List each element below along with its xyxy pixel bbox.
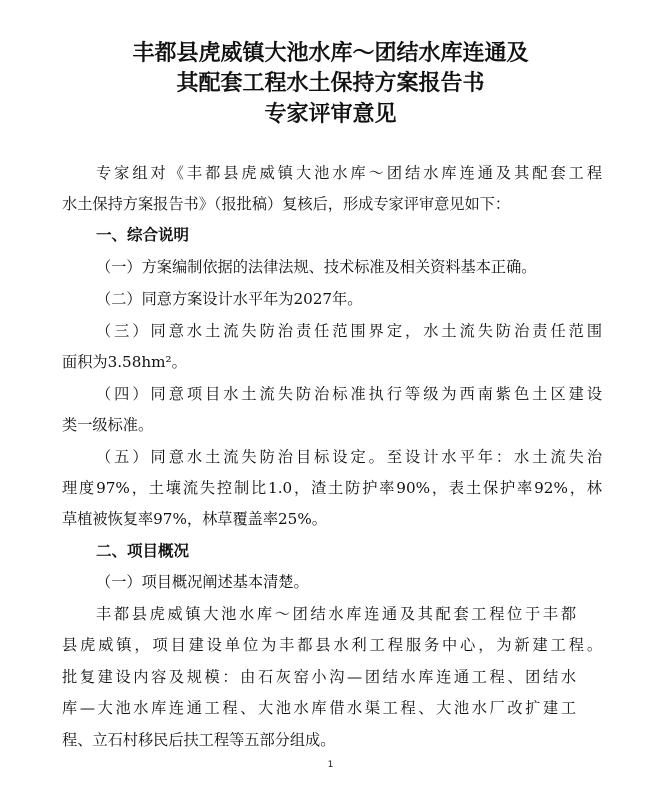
item-1-5-line-2: 理度97%，土壤流失控制比1.0，渣土防护率90%，表土保护率92%，林 <box>62 479 602 497</box>
item-1-3-line-1: （三）同意水土流失防治责任范围界定，水土流失防治责任范围 <box>96 322 602 340</box>
item-1-3-line-2: 面积为3.58hm²。 <box>62 353 187 371</box>
section-heading-1: 一、综合说明 <box>96 226 190 244</box>
title-line-3: 专家评审意见 <box>264 102 397 127</box>
item-1-1: （一）方案编制依据的法律法规、技术标准及相关资料基本正确。 <box>96 258 537 276</box>
paragraph-project-line-1: 丰都县虎威镇大池水库～团结水库连通及其配套工程位于丰都 <box>96 605 576 623</box>
page-number: 1 <box>327 760 334 770</box>
paragraph-intro-line-1: 专家组对《丰都县虎威镇大池水库～团结水库连通及其配套工程 <box>96 164 602 182</box>
item-2-1: （一）项目概况阐述基本清楚。 <box>96 573 309 591</box>
item-1-2: （二）同意方案设计水平年为2027年。 <box>96 290 363 308</box>
title-line-2: 其配套工程水土保持方案报告书 <box>176 71 485 96</box>
paragraph-project-line-4: 库—大池水库连通工程、大池水库借水渠工程、大池水厂改扩建工 <box>62 699 576 717</box>
title-line-1: 丰都县虎威镇大池水库～团结水库连通及 <box>132 41 529 66</box>
item-1-5-line-1: （五）同意水土流失防治目标设定。至设计水平年：水土流失治 <box>96 448 602 466</box>
paragraph-project-line-5: 程、立石村移民后扶工程等五部分组成。 <box>62 731 336 749</box>
item-1-5-line-3: 草植被恢复率97%，林草覆盖率25%。 <box>62 510 327 528</box>
paragraph-project-line-2: 县虎威镇，项目建设单位为丰都县水利工程服务中心，为新建工程。 <box>62 636 602 654</box>
paragraph-intro-line-2: 水土保持方案报告书》（报批稿）复核后，形成专家评审意见如下： <box>62 195 511 213</box>
item-1-4-line-2: 类一级标准。 <box>62 416 154 434</box>
item-1-4-line-1: （四）同意项目水土流失防治标准执行等级为西南紫色土区建设 <box>96 385 602 403</box>
section-heading-2: 二、项目概况 <box>96 542 190 560</box>
paragraph-project-line-3: 批复建设内容及规模：由石灰窑小沟—团结水库连通工程、团结水 <box>62 668 576 686</box>
